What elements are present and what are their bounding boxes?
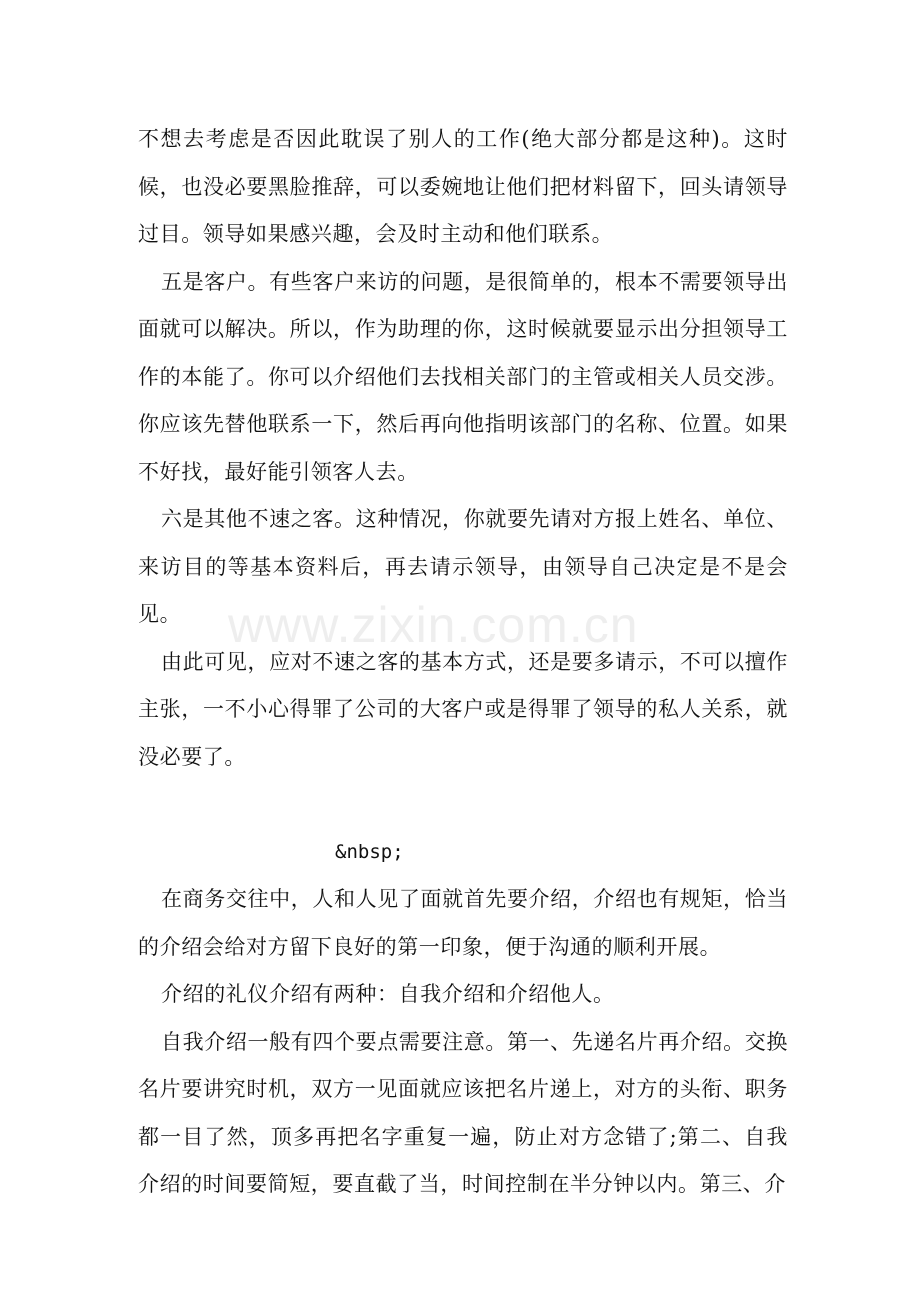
blank-line (138, 781, 788, 829)
paragraph-3: 六是其他不速之客。这种情况，你就要先请对方报上姓名、单位、来访目的等基本资料后，再去请示领导，由领导自己决定是不是会见。 (138, 507, 788, 626)
paragraph-1: 不想去考虑是否因此耽误了别人的工作(绝大部分都是这种)。这时候，也没必要黑脸推辞，可以委婉地让他们把材料留下，回头请领导过目。领导如果感兴趣，会及时主动和他们联系。 (138, 127, 788, 246)
paragraph-6: 介绍的礼仪介绍有两种：自我介绍和介绍他人。 (161, 982, 615, 1006)
paragraph-7: 自我介绍一般有四个要点需要注意。第一、先递名片再介绍。交换名片要讲究时机，双方一见面就应该把名片递上，对方的头衔、职务都一目了然，顶多再把名字重复一遍，防止对方念错了;第二、自我介绍的时间要简短，要直截了当，时间控制在半分钟以内。第三、介 (138, 1029, 788, 1196)
document-body (138, 116, 788, 1209)
site-watermark: www.zixin.com.cn (228, 597, 639, 653)
paragraph-2: 五是客户。有些客户来访的问题，是很简单的，根本不需要领导出面就可以解决。所以，作为助理的你，这时候就要显示出分担领导工作的本能了。你可以介绍他们去找相关部门的主管或相关人员交涉。你应该先替他联系一下，然后再向他指明该部门的名称、位置。如果不好找，最好能引领客人去。 (138, 269, 788, 484)
paragraph-5: 在商务交往中，人和人见了面就首先要介绍，介绍也有规矩，恰当的介绍会给对方留下良好的第一印象，便于沟通的顺利开展。 (138, 887, 788, 959)
nbsp-entity-text: &nbsp; (335, 840, 404, 863)
paragraph-4: 由此可见，应对不速之客的基本方式，还是要多请示，不可以擅作主张，一不小心得罪了公司的大客户或是得罪了领导的私人关系，就没必要了。 (138, 649, 788, 769)
